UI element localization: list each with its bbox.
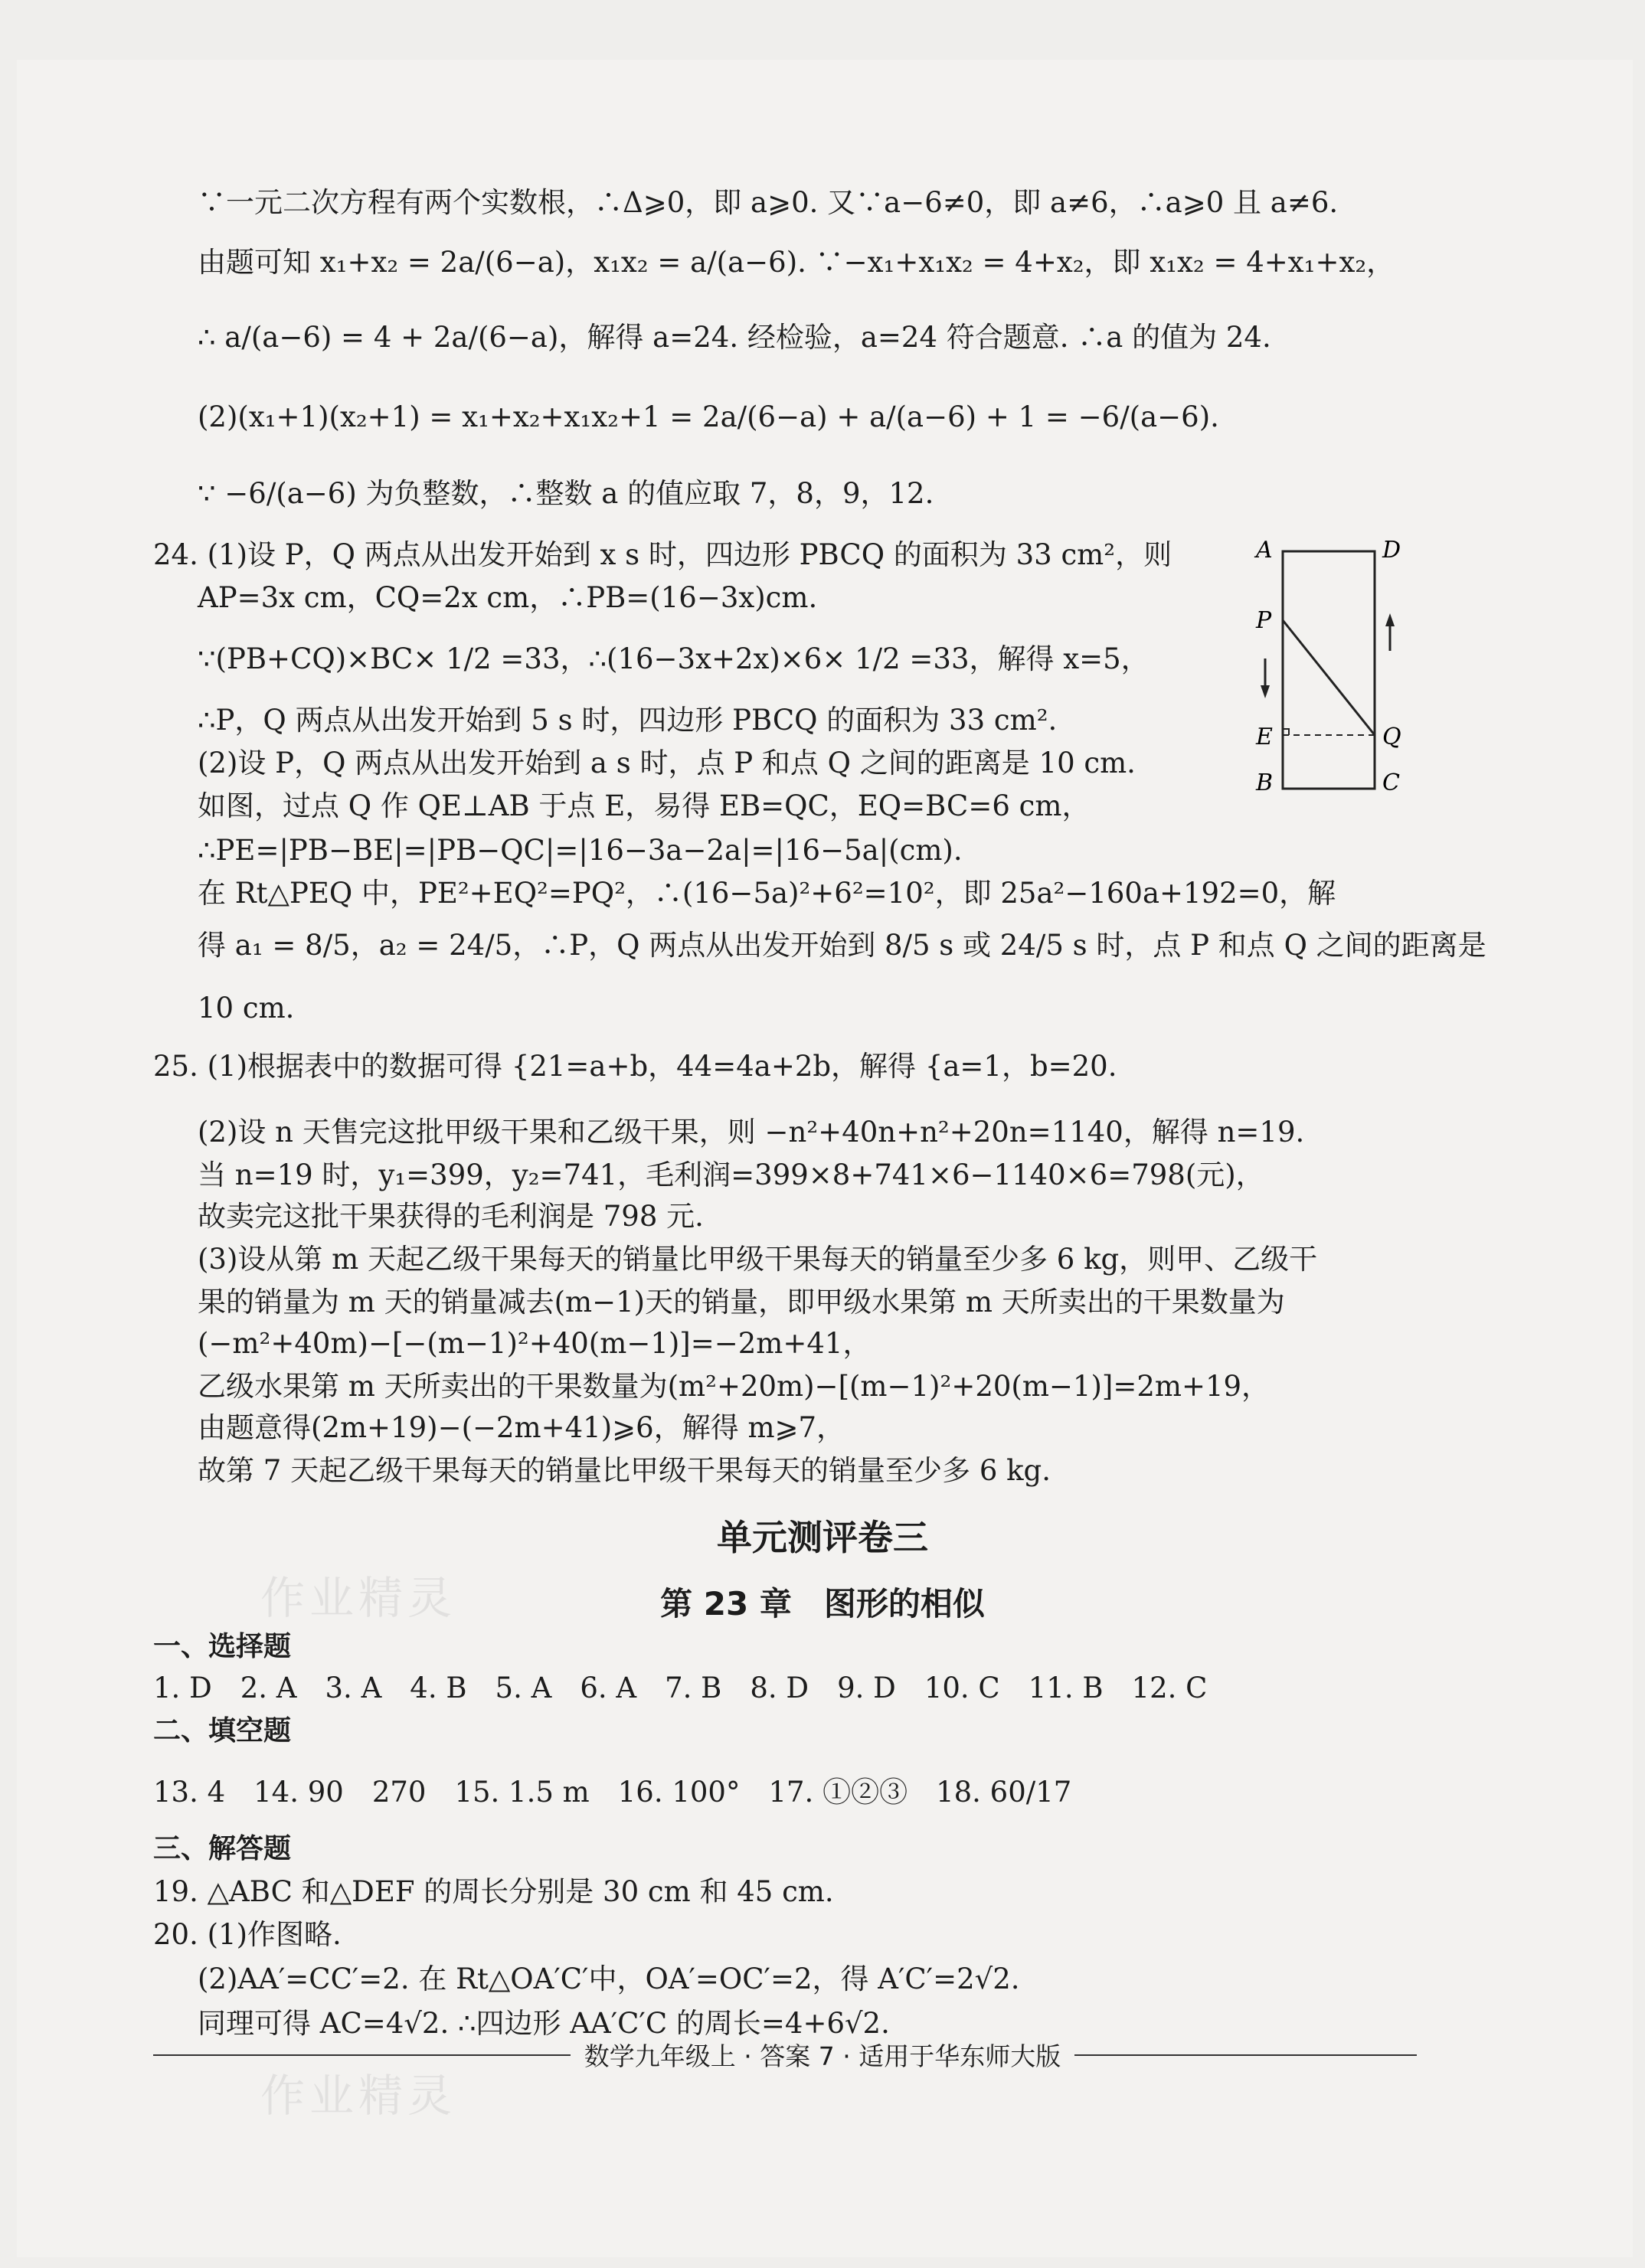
figure-label: P (1256, 607, 1272, 634)
text-line: (2)AA′=CC′=2. 在 Rt△OA′C′中，OA′=OC′=2，得 A′C′=2√2. (198, 1962, 1020, 1995)
text-line: 得 a₁ = 8/5，a₂ = 24/5，∴P，Q 两点从出发开始到 8/5 s 或 24/5 s 时，点 P 和点 Q 之间的距离是 (198, 929, 1486, 962)
text-line: ∵一元二次方程有两个实数根，∴Δ⩾0，即 a⩾0. 又∵a−6≠0，即 a≠6，∴a⩾0 且 a≠6. (198, 186, 1339, 219)
figure-label: E (1256, 724, 1273, 750)
text-line: 如图，过点 Q 作 QE⊥AB 于点 E，易得 EB=QC，EQ=BC=6 cm， (198, 789, 1091, 822)
section-heading: 二、填空题 (153, 1715, 292, 1747)
figure-label: Q (1382, 724, 1401, 750)
answer-25: 25. (1)根据表中的数据可得 {21=a+b，44=4a+2b，解得 {a=1，b=20. (153, 1050, 1117, 1083)
text-line: 在 Rt△PEQ 中，PE²+EQ²=PQ²，∴(16−5a)²+6²=10²，即 25a²−160a+192=0，解 (198, 877, 1336, 910)
text-line: 当 n=19 时，y₁=399，y₂=741，毛利润=399×8+741×6−1140×6=798(元)， (198, 1159, 1264, 1191)
text-line: 故第 7 天起乙级干果每天的销量比甲级干果每天的销量至少多 6 kg. (198, 1454, 1051, 1487)
text-line: (−m²+40m)−[−(m−1)²+40(m−1)]=−2m+41， (198, 1327, 872, 1360)
figure-label: C (1382, 770, 1400, 796)
page-footer (0, 2037, 1645, 2073)
section-heading: 三、解答题 (153, 1833, 292, 1864)
text-line: AP=3x cm，CQ=2x cm，∴PB=(16−3x)cm. (198, 581, 818, 614)
text-line: 由题可知 x₁+x₂ = 2a/(6−a)，x₁x₂ = a/(a−6). ∵−x₁+x₁x₂ = 4+x₂，即 x₁x₂ = 4+x₁+x₂， (198, 246, 1395, 279)
figure-label: A (1256, 537, 1273, 564)
text-line: 同理可得 AC=4√2. ∴四边形 AA′C′C 的周长=4+6√2. (198, 2007, 890, 2040)
answer-19: 19. △ABC 和△DEF 的周长分别是 30 cm 和 45 cm. (153, 1875, 834, 1908)
text-line: ∵(PB+CQ)×BC× 1/2 =33，∴(16−3x+2x)×6× 1/2 =33，解得 x=5， (198, 642, 1150, 675)
watermark: 作业精灵 (260, 2070, 457, 2122)
watermark: 作业精灵 (260, 1572, 457, 1624)
text-line: 由题意得(2m+19)−(−2m+41)⩾6，解得 m⩾7， (198, 1411, 845, 1444)
text-line: 果的销量为 m 天的销量减去(m−1)天的销量，即甲级水果第 m 天所卖出的干果数量为 (198, 1286, 1285, 1319)
text-line: (2)设 n 天售完这批甲级干果和乙级干果，则 −n²+40n+n²+20n=1140，解得 n=19. (198, 1116, 1305, 1149)
section-heading: 一、选择题 (153, 1631, 292, 1662)
text-line: 乙级水果第 m 天所卖出的干果数量为(m²+20m)−[(m−1)²+20(m−1)]=2m+19， (198, 1370, 1271, 1403)
answer-20: 20. (1)作图略. (153, 1918, 342, 1951)
choice-answers: 1. D 2. A 3. A 4. B 5. A 6. A 7. B 8. D 9. D 10. C 11. B 12. C (153, 1672, 1208, 1704)
unit-title: 单元测评卷三 (717, 1517, 928, 1558)
answer-24: 24. (1)设 P，Q 两点从出发开始到 x s 时，四边形 PBCQ 的面积为 33 cm²，则 (153, 538, 1172, 571)
figure-label: D (1382, 537, 1401, 564)
text-line: 10 cm. (198, 992, 295, 1025)
text-line: (3)设从第 m 天起乙级干果每天的销量比甲级干果每天的销量至少多 6 kg，则甲、乙级干 (198, 1243, 1318, 1276)
text-line: ∴P，Q 两点从出发开始到 5 s 时，四边形 PBCQ 的面积为 33 cm². (198, 704, 1058, 737)
segment-pq (1283, 620, 1375, 735)
text-line: ∴PE=|PB−BE|=|PB−QC|=|16−3a−2a|=|16−5a|(cm). (198, 834, 963, 867)
text-line: (2)(x₁+1)(x₂+1) = x₁+x₂+x₁x₂+1 = 2a/(6−a) + a/(a−6) + 1 = −6/(a−6). (198, 400, 1219, 433)
chapter-title: 第 23 章 图形的相似 (660, 1585, 985, 1623)
text-line: ∵ −6/(a−6) 为负整数，∴整数 a 的值应取 7，8，9，12. (198, 477, 934, 510)
footer-label: 数学九年级上 · 答案 7 · 适用于华东师大版 (571, 2041, 1074, 2071)
text-line: 故卖完这批干果获得的毛利润是 798 元. (198, 1200, 704, 1233)
figure-label: B (1256, 770, 1274, 796)
rectangle-figure (1241, 528, 1409, 819)
fill-answers: 13. 4 14. 90 270 15. 1.5 m 16. 100° 17. ①②③ 18. 60/17 (153, 1776, 1072, 1809)
text-line: (2)设 P，Q 两点从出发开始到 a s 时，点 P 和点 Q 之间的距离是 10 cm. (198, 747, 1136, 779)
text-line: ∴ a/(a−6) = 4 + 2a/(6−a)，解得 a=24. 经检验，a=24 符合题意. ∴a 的值为 24. (198, 321, 1271, 354)
